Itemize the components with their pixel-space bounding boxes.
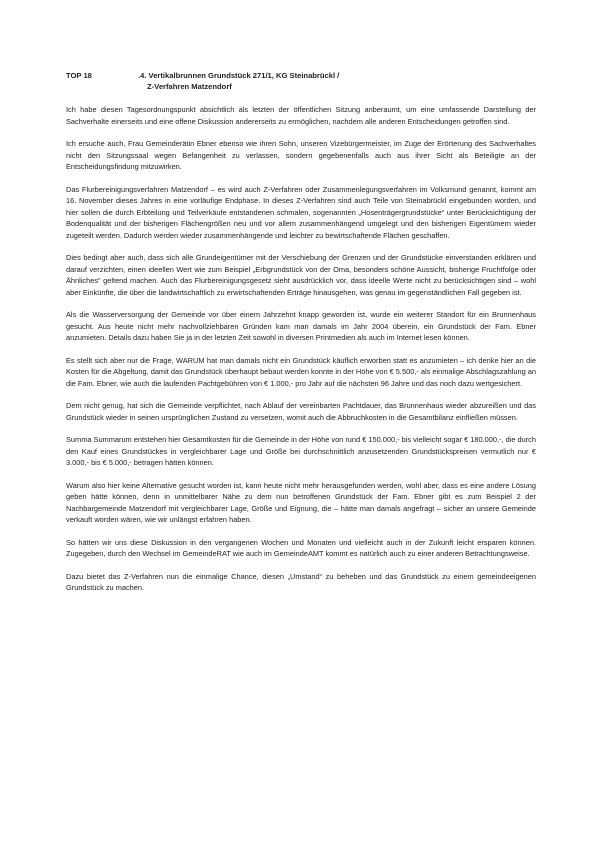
- document-body: [66, 104, 536, 605]
- paragraph: Summa Summarum entstehen hier Gesamtkosten für die Gemeinde in der Höhe von rund € 150.000,- bis vielleicht sogar € 180.000,-, die durch den Kauf eines Grundstückes in vergleichbarer Lage und Größe bei durchschnittlich anzusetzenden Grundstückspreisen vermutlich nur € 3.000,- bis € 5.000,- betragen hätten können.: [66, 435, 536, 467]
- paragraph: Dazu bietet das Z-Verfahren nun die einmalige Chance, diesen „Umstand“ zu beheben und das Grundstück zu einem gemeindeeigenen Grundstück zu machen.: [66, 571, 536, 592]
- paragraph: Warum also hier keine Alternative gesucht worden ist, kann heute nicht mehr herausgefunden werden, wohl aber, dass es eine andere Lösung geben hätte können, denn in unmittelbarer Nähe zu dem nun betroffenen Grundstück der Fam. Ebner gibt es zum Beispiel 2 der Nachbargemeinde Matzendorf mit vergleichbarer Lage, Größe und Eignung, die – hätte man damals angefragt – sicher an unsere Gemeinde verkauft worden wären, wie wir unlängst erfahren haben.: [66, 480, 536, 524]
- agenda-title-line-2: Z-Verfahren Matzendorf: [147, 82, 232, 91]
- paragraph: Das Flurbereinigungsverfahren Matzendorf – es wird auch Z-Verfahren oder Zusammenlegungsverfahren im Volksmund genannt, kommt am 16. November dieses Jahres in eine vorläufige Endphase. In dieses Z-Verfahren sind auch Teile von Steinabrückl eingebunden worden, und hier sollen die durch Erbteilung und Teilverkäufe entstandenen schmalen, sogenannten „Hosenträgergrundstücke“ unter Berücksichtigung der Bodenqualität und der bisherigen Flächengrößen neu und vor allem zusammenhängend umgelegt und den bisherigen Eigentümern wieder zugeteilt werden. Dadurch werden wieder zusammenhängende und leichter zu bewirtschaftende Flächen geschaffen.: [66, 184, 536, 240]
- agenda-title: [138, 70, 518, 92]
- paragraph: So hätten wir uns diese Diskussion in den vergangenen Wochen und Monaten und vielleicht auch in der Zukunft leicht ersparen können. Zugegeben, durch den Wechsel im GemeindeRAT wie auch im GemeindeAMT kommt es natürlich auch zu einer anderen Betrachtungsweise.: [66, 537, 536, 558]
- agenda-title-line-1: .4. Vertikalbrunnen Grundstück 271/1, KG Steinabrückl /: [138, 71, 340, 80]
- paragraph: Als die Wasserversorgung der Gemeinde vor über einem Jahrzehnt knapp geworden ist, wurde ein weiterer Standort für ein Brunnenhaus gesucht. Aus heute nicht mehr nachvollziehbaren Gründen kam man damals im Jahr 2004 überein, ein Grundstück der Fam. Ebner anzumieten. Details dazu haben Sie ja in der letzten Zeit sowohl in diversen Printmedien als auch im Internet lesen können.: [66, 310, 536, 342]
- paragraph: Es stellt sich aber nur die Frage, WARUM hat man damals nicht ein Grundstück käuflich erworben statt es anzumieten – ich denke hier an die Kosten für die Abgeltung, damit das Grundstück überhaupt bebaut werden konnte in der Höhe von € 5.500,- als einmalige Abschlagszahlung an die Fam. Ebner, wie auch die laufenden Pachtgebühren von € 1.000,- pro Jahr auf die nächsten 96 Jahre und das noch dazu wertgesichert.: [66, 355, 536, 388]
- paragraph: Ich ersuche auch, Frau Gemeinderätin Ebner ebenso wie ihren Sohn, unseren Vizebürgermeister, im Zuge der Erörterung des Sachverhaltes nicht den Sitzungssaal wegen Befangenheit zu verlassen, sondern gegebenenfalls auch aus ihrer Sicht als Beteiligte an der Entscheidungsfindung mitzuwirken.: [66, 139, 536, 171]
- paragraph: Dies bedingt aber auch, dass sich alle Grundeigentümer mit der Verschiebung der Grenzen und der Grundstücke einverstanden erklären und darauf verzichten, einen ideellen Wert wie zum Beispiel „Erbgrundstück von der Oma, besonders schöne Aussicht, bisherige Fruchtfolge oder Ähnliches“ geltend machen. Auch das Flurbereinigungsgesetz sieht ausdrücklich vor, dass ideelle Werte nicht zu berücksichtigen sind – wohl aber Einkünfte, die über die landwirtschaftlich zu erwirtschaftenden Erträge hinausgehen, was genau im gegenständlichen Fall gegeben ist.: [66, 253, 536, 297]
- paragraph: Ich habe diesen Tagesordnungspunkt absichtlich als letzten der öffentlichen Sitzung anberaumt, um eine umfassende Darstellung der Sachverhalte einerseits und eine offene Diskussion andererseits zu ermöglichen, nachdem alle anderen Entscheidungen getroffen sind.: [66, 105, 536, 126]
- paragraph: Dem nicht genug, hat sich die Gemeinde verpflichtet, nach Ablauf der vereinbarten Pachtdauer, das Brunnenhaus wieder abzureißen und das Grundstück wieder in seinen ursprünglichen Zustand zu versetzen, womit auch die Abbruchkosten in die Gesamtbilanz einfließen müssen.: [66, 401, 536, 422]
- agenda-item-label: TOP 18: [66, 71, 92, 80]
